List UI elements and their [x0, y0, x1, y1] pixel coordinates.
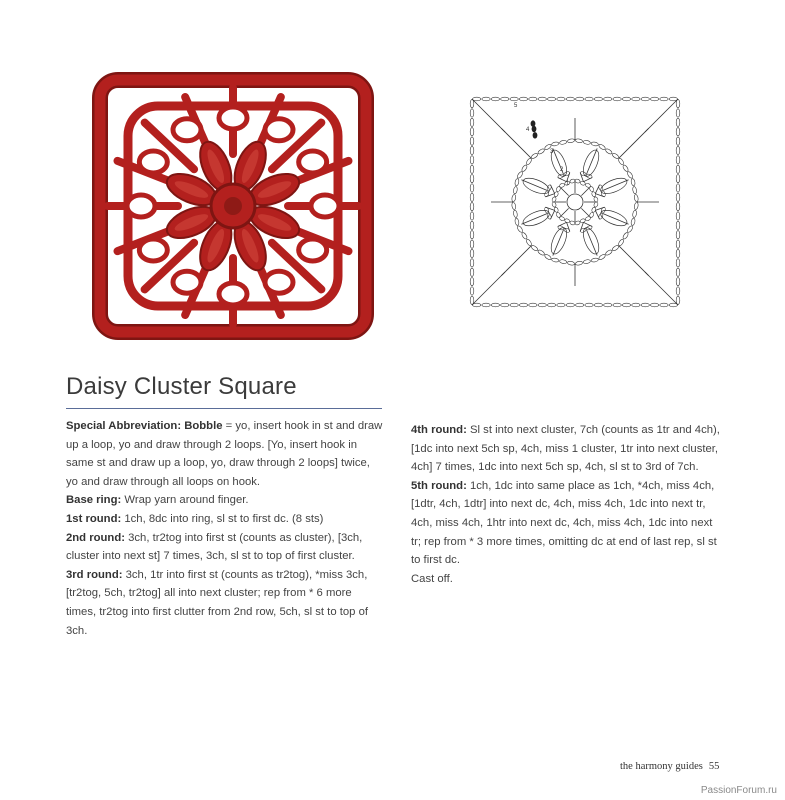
treble-symbol: [553, 230, 564, 256]
chain-stitch-symbol: [575, 178, 581, 183]
chain-stitch-symbol: [632, 97, 640, 101]
yarn-mesh-gap: [299, 239, 327, 261]
chain-stitch-symbol: [525, 157, 532, 165]
instructions-left-column: [66, 417, 384, 640]
chain-stitch-symbol: [594, 97, 602, 101]
chain-stitch-symbol: [631, 178, 636, 186]
round-5-text: 1ch, 1dc into same place as 1ch, *4ch, miss 4ch, [1dtr, 4ch, 1dtr] into next dc, 4ch, miss 4ch, 1dc into next tr, 4ch, miss 4ch, 1htr into next dc, 4ch, miss 4ch, 1dc into next tr; rep from * 3 more times, omitting dc at end of last rep, sl st to first dc.: [411, 479, 717, 567]
round-3-text: 3ch, 1tr into first st (counts as tr2tog), *miss 3ch, [tr2tog, 5ch, tr2tog] all into next cluster; rep from * 6 more times, tr2tog into first clutter from 2nd row, 5ch, sl st to top of 3ch.: [66, 568, 368, 637]
chain-stitch-symbol: [622, 164, 629, 172]
diagram-round-label-3: 3: [550, 149, 554, 155]
chain-stitch-symbol: [583, 259, 591, 264]
chain-stitch-symbol: [470, 146, 474, 154]
chain-stitch-symbol: [470, 259, 474, 267]
chain-stitch-symbol: [676, 146, 680, 154]
chain-stitch-symbol: [594, 303, 602, 307]
chain-stitch-symbol: [676, 156, 680, 164]
chain-stitch-symbol: [598, 254, 606, 261]
chain-stitch-symbol: [538, 303, 546, 307]
chain-stitch-symbol: [470, 249, 474, 257]
chain-stitch-symbol: [575, 220, 581, 225]
chain-stitch-symbol: [491, 97, 499, 101]
chain-stitch-symbol: [551, 202, 556, 208]
chain-stitch-symbol: [575, 138, 583, 143]
book-series-name: the harmony guides: [620, 761, 703, 772]
chain-stitch-symbol: [510, 303, 518, 307]
chain-stitch-symbol: [676, 109, 680, 117]
round-1-text: 1ch, 8dc into ring, sl st to first dc. (8 sts): [121, 512, 324, 525]
chain-stitch-symbol: [559, 183, 565, 188]
chain-stitch-symbol: [557, 303, 565, 307]
chain-stitch-symbol: [470, 118, 474, 126]
chain-stitch-symbol: [632, 303, 640, 307]
treble-symbol: [603, 180, 629, 191]
chain-stitch-symbol: [605, 249, 613, 256]
chain-stitch-symbol: [551, 196, 556, 202]
chain-stitch-symbol: [585, 97, 593, 101]
chain-stitch-symbol: [634, 194, 639, 202]
chain-stitch-symbol: [470, 221, 474, 229]
corner-dtr-symbol: [472, 272, 505, 305]
round-3-label: 3rd round:: [66, 568, 123, 581]
chain-stitch-symbol: [627, 225, 634, 233]
round-4: [411, 421, 721, 477]
round-2-text: 3ch, tr2tog into first st (counts as cluster), [3ch, cluster into next st] 7 times, 3ch, sl st to top of first cluster.: [66, 531, 363, 563]
chain-stitch-symbol: [605, 148, 613, 155]
chain-stitch-symbol: [470, 277, 474, 285]
diagram-round-label-1: 1: [566, 181, 570, 187]
tall-stitch-symbol: [619, 246, 649, 276]
chain-stitch-symbol: [529, 303, 537, 307]
chain-stitch-symbol: [516, 171, 523, 179]
chain-stitch-symbol: [510, 97, 518, 101]
yarn-mesh-gap: [173, 271, 201, 293]
chain-stitch-symbol: [611, 245, 619, 252]
special-abbreviation-text: = yo, insert hook in st and draw up a loop, yo and draw through 2 loops. [Yo, insert hook in same st and draw up a loop, yo, draw through 2 loops] twice, yo and draw through all loops on hook.: [66, 420, 383, 488]
chain-stitch-symbol: [470, 137, 474, 145]
yarn-mesh-gap: [127, 195, 155, 217]
chain-stitch-symbol: [611, 152, 619, 159]
yarn-mesh-gap: [139, 239, 167, 261]
chain-stitch-symbol: [604, 97, 612, 101]
chain-stitch-symbol: [514, 178, 519, 186]
round-1-label: 1st round:: [66, 512, 122, 525]
chain-stitch-symbol: [567, 261, 575, 266]
double-crochet-symbol: [561, 188, 569, 196]
chain-stitch-symbol: [583, 140, 591, 145]
chain-stitch-symbol: [676, 165, 680, 173]
bobble-marker: [533, 132, 538, 138]
chain-stitch-symbol: [676, 202, 680, 210]
chain-stitch-symbol: [676, 118, 680, 126]
special-abbreviation-label: Special Abbreviation: Bobble: [66, 420, 223, 432]
special-abbreviation: [66, 417, 384, 491]
chain-stitch-symbol: [676, 212, 680, 220]
chain-stitch-symbol: [676, 221, 680, 229]
chain-stitch-symbol: [530, 245, 538, 252]
pattern-title: Daisy Cluster Square: [66, 373, 297, 400]
chain-stitch-symbol: [511, 202, 516, 210]
chain-stitch-symbol: [676, 184, 680, 192]
chain-stitch-symbol: [631, 218, 636, 226]
chain-stitch-symbol: [521, 232, 528, 240]
chain-stitch-symbol: [676, 193, 680, 201]
chain-stitch-symbol: [589, 186, 594, 192]
chain-stitch-symbol: [622, 303, 630, 307]
chain-stitch-symbol: [569, 220, 575, 225]
chain-stitch-symbol: [627, 171, 634, 179]
corner-dtr-symbol: [472, 99, 505, 132]
chain-stitch-symbol: [470, 109, 474, 117]
chain-stitch-symbol: [482, 97, 490, 101]
chain-stitch-symbol: [676, 128, 680, 136]
chain-stitch-symbol: [537, 148, 545, 155]
diagram-round-label-2: 2: [560, 167, 564, 173]
chain-stitch-symbol: [676, 268, 680, 276]
chain-stitch-symbol: [676, 277, 680, 285]
chain-stitch-symbol: [547, 303, 555, 307]
chain-stitch-symbol: [676, 249, 680, 257]
yarn-mesh-gap: [219, 107, 247, 129]
chain-stitch-symbol: [613, 97, 621, 101]
round-1: [66, 510, 384, 529]
treble-symbol: [586, 148, 597, 174]
chain-stitch-symbol: [513, 210, 518, 218]
chain-stitch-symbol: [641, 97, 649, 101]
chain-stitch-symbol: [519, 303, 527, 307]
chain-stitch-symbol: [470, 128, 474, 136]
page-footer: [620, 761, 719, 772]
chain-stitch-symbol: [569, 178, 575, 183]
chain-stitch-symbol: [559, 259, 567, 264]
round-4-text: Sl st into next cluster, 7ch (counts as 1tr and 4ch), [1dc into next 5ch sp, 4ch, miss 1 cluster, 1tr into next cluster, 4ch] 7 times, 1dc into next 5ch sp, 4ch, sl st to 3rd of 7ch.: [411, 424, 720, 474]
chain-stitch-symbol: [660, 303, 668, 307]
crochet-square-photo: [88, 68, 378, 343]
chain-stitch-symbol: [566, 97, 574, 101]
chain-stitch-symbol: [575, 303, 583, 307]
tall-stitch-symbol: [501, 246, 531, 276]
chain-stitch-symbol: [650, 97, 658, 101]
treble-symbol: [521, 213, 547, 224]
chain-stitch-symbol: [551, 258, 559, 263]
chain-stitch-symbol: [618, 238, 625, 246]
page-number: 55: [708, 761, 720, 772]
chain-stitch-symbol: [538, 97, 546, 101]
treble-symbol: [521, 180, 547, 191]
yarn-mesh-gap: [139, 151, 167, 173]
chain-stitch-symbol: [470, 165, 474, 173]
yarn-mesh-gap: [299, 151, 327, 173]
double-crochet-symbol: [581, 208, 589, 216]
round-5: [411, 477, 721, 570]
chain-stitch-symbol: [650, 303, 658, 307]
chain-stitch-symbol: [622, 232, 629, 240]
watermark: PassionForum.ru: [700, 785, 777, 796]
chain-stitch-symbol: [566, 303, 574, 307]
chain-stitch-symbol: [598, 143, 606, 150]
chain-stitch-symbol: [604, 303, 612, 307]
chain-stitch-symbol: [470, 212, 474, 220]
chain-stitch-symbol: [470, 268, 474, 276]
chain-stitch-symbol: [544, 254, 552, 261]
chain-stitch-symbol: [491, 303, 499, 307]
corner-dtr-symbol: [645, 99, 678, 132]
chain-stitch-symbol: [676, 137, 680, 145]
round-2: [66, 529, 384, 566]
chain-stitch-symbol: [593, 196, 598, 202]
chain-stitch-symbol: [547, 97, 555, 101]
chain-stitch-symbol: [632, 186, 637, 194]
chain-stitch-symbol: [575, 261, 583, 266]
chain-stitch-symbol: [618, 157, 625, 165]
round-5-label: 5th round:: [411, 479, 467, 492]
diagram-round-label-4: 4: [526, 127, 530, 133]
chain-stitch-symbol: [470, 287, 474, 295]
chain-stitch-symbol: [632, 210, 637, 218]
cast-off: Cast off.: [411, 572, 453, 585]
chain-stitch-symbol: [557, 97, 565, 101]
treble-symbol: [586, 230, 597, 256]
chain-stitch-symbol: [551, 141, 559, 146]
chain-stitch-symbol: [634, 202, 639, 210]
chain-stitch-symbol: [593, 202, 598, 208]
chain-stitch-symbol: [470, 184, 474, 192]
chain-stitch-symbol: [591, 141, 599, 146]
chain-stitch-symbol: [641, 303, 649, 307]
chain-stitch-symbol: [567, 138, 575, 143]
chain-stitch-symbol: [501, 303, 509, 307]
base-ring: [66, 491, 384, 510]
yarn-center-hole: [224, 197, 242, 215]
treble-symbol: [603, 213, 629, 224]
round-3: [66, 566, 384, 640]
title-underline: [66, 408, 382, 409]
chain-stitch-symbol: [559, 140, 567, 145]
chain-stitch-symbol: [511, 194, 516, 202]
chain-stitch-symbol: [513, 186, 518, 194]
chain-stitch-symbol: [529, 97, 537, 101]
chain-stitch-symbol: [676, 174, 680, 182]
chain-stitch-symbol: [660, 97, 668, 101]
chain-stitch-symbol: [537, 249, 545, 256]
chain-stitch-symbol: [575, 97, 583, 101]
chain-stitch-symbol: [514, 218, 519, 226]
chain-stitch-symbol: [519, 97, 527, 101]
base-ring-label: Base ring:: [66, 494, 122, 507]
chain-stitch-symbol: [470, 174, 474, 182]
yarn-mesh-gap: [265, 271, 293, 293]
chain-stitch-symbol: [676, 231, 680, 239]
chain-stitch-symbol: [516, 225, 523, 233]
chain-stitch-symbol: [622, 97, 630, 101]
yarn-mesh-gap: [311, 195, 339, 217]
chain-stitch-symbol: [585, 216, 591, 221]
chain-stitch-symbol: [470, 193, 474, 201]
chain-stitch-symbol: [530, 152, 538, 159]
bobble-marker: [531, 120, 536, 126]
chain-stitch-symbol: [591, 258, 599, 263]
double-crochet-symbol: [561, 208, 569, 216]
double-crochet-symbol: [581, 188, 589, 196]
chain-stitch-symbol: [470, 156, 474, 164]
chain-stitch-symbol: [585, 303, 593, 307]
bobble-marker: [532, 126, 537, 132]
diagram-round-label-5: 5: [514, 103, 518, 109]
yarn-mesh-gap: [173, 119, 201, 141]
crochet-chart-diagram: [460, 87, 690, 317]
chain-stitch-symbol: [482, 303, 490, 307]
chain-stitch-symbol: [521, 164, 528, 172]
magic-ring-symbol: [567, 194, 583, 210]
chain-stitch-symbol: [676, 240, 680, 248]
tall-stitch-symbol: [619, 128, 649, 158]
chain-stitch-symbol: [613, 303, 621, 307]
yarn-mesh-gap: [219, 283, 247, 305]
corner-dtr-symbol: [645, 272, 678, 305]
base-ring-text: Wrap yarn around finger.: [121, 494, 249, 507]
chain-stitch-symbol: [470, 240, 474, 248]
chain-stitch-symbol: [525, 238, 532, 246]
chain-stitch-symbol: [501, 97, 509, 101]
round-2-label: 2nd round:: [66, 531, 125, 544]
yarn-mesh-gap: [265, 119, 293, 141]
chain-stitch-symbol: [676, 287, 680, 295]
instructions-right-column: [411, 421, 721, 588]
chain-stitch-symbol: [470, 202, 474, 210]
round-4-label: 4th round:: [411, 424, 467, 436]
chain-stitch-symbol: [676, 259, 680, 267]
chain-stitch-symbol: [470, 231, 474, 239]
chain-stitch-symbol: [556, 212, 561, 218]
